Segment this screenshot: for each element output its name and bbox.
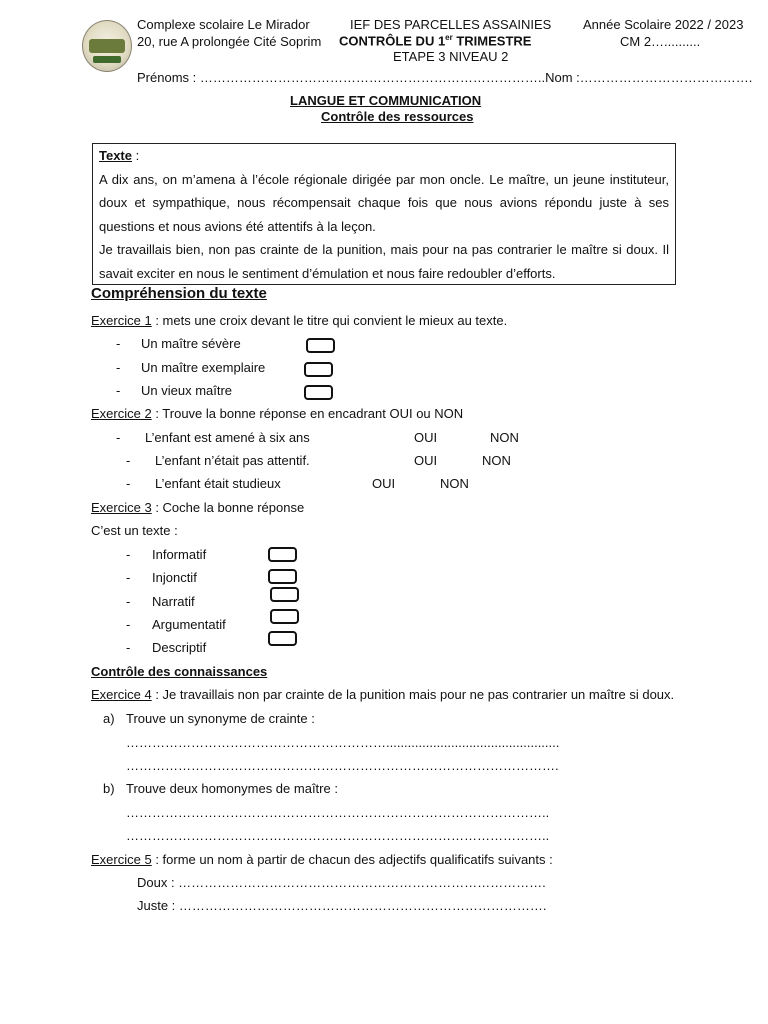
ex4-b-marker: b) xyxy=(103,781,115,796)
ex3-dash-1: - xyxy=(126,547,131,562)
comprehension-title: Compréhension du texte xyxy=(91,285,267,302)
control-title xyxy=(339,33,531,48)
exercise-1-heading xyxy=(91,313,507,328)
ex3-option-3: Narratif xyxy=(152,594,195,609)
names-line[interactable]: Prénoms : ……………………………………………………………………..Nom :…………………………………. xyxy=(137,70,753,85)
ex3-dash-5: - xyxy=(126,640,131,655)
ex5-juste-line[interactable]: Juste : …………………………………………………………………………. xyxy=(137,898,547,913)
ex1-option-1: Un maître sévère xyxy=(141,336,241,351)
ex1-dash-1: - xyxy=(116,336,121,351)
class-label: CM 2….......... xyxy=(620,34,701,49)
exercise-5-heading xyxy=(91,852,553,867)
ex3-option-5: Descriptif xyxy=(152,640,207,655)
ex4-b-answer-line-2[interactable]: …………………………………………………………………………………….. xyxy=(126,828,550,843)
exercise-2-instruction: : Trouve la bonne réponse en encadrant OUI ou NON xyxy=(151,406,464,421)
exercise-4-instruction: : Je travaillais non par crainte de la punition mais pour ne pas contrarier un maître si doux. xyxy=(151,687,675,702)
ex1-option-2: Un maître exemplaire xyxy=(141,360,266,375)
ex1-checkbox-3[interactable] xyxy=(304,385,333,400)
subject-subtitle: Contrôle des ressources xyxy=(321,109,474,124)
exercise-5-label: Exercice 5 xyxy=(91,852,152,867)
ex3-option-1: Informatif xyxy=(152,547,207,562)
school-logo xyxy=(82,20,132,72)
ex2-oui-3[interactable]: OUI xyxy=(372,476,396,491)
ex3-checkbox-3[interactable] xyxy=(270,587,299,602)
exercise-1-label: Exercice 1 xyxy=(91,313,152,328)
school-name: Complexe scolaire Le Mirador xyxy=(137,17,310,32)
ief-name: IEF DES PARCELLES ASSAINIES xyxy=(350,17,552,32)
exercise-4-label: Exercice 4 xyxy=(91,687,152,702)
exercise-5-instruction: : forme un nom à partir de chacun des adjectifs qualificatifs suivants : xyxy=(151,852,553,867)
ex2-dash-1: - xyxy=(116,430,121,445)
exercise-3-label: Exercice 3 xyxy=(91,500,152,515)
ex2-dash-2: - xyxy=(126,453,131,468)
logo-base xyxy=(93,56,121,63)
exercise-2-heading xyxy=(91,406,463,421)
ex2-oui-1[interactable]: OUI xyxy=(414,430,438,445)
ex3-lead: C’est un texte : xyxy=(91,523,178,538)
ex5-doux-line[interactable]: Doux : …………………………………………………………………………. xyxy=(137,875,546,890)
control-title-sup: er xyxy=(445,33,453,42)
ex3-dash-3: - xyxy=(126,594,131,609)
exercise-1-instruction: : mets une croix devant le titre qui convient le mieux au texte. xyxy=(151,313,508,328)
ex1-dash-2: - xyxy=(116,360,121,375)
control-title-post: TRIMESTRE xyxy=(452,33,532,49)
ex3-checkbox-5[interactable] xyxy=(268,631,297,646)
exercise-3-heading xyxy=(91,500,304,515)
ex2-oui-2[interactable]: OUI xyxy=(414,453,438,468)
subject-title: LANGUE ET COMMUNICATION xyxy=(290,93,482,108)
ex1-option-3: Un vieux maître xyxy=(141,383,233,398)
ex2-statement-1: L’enfant est amené à six ans xyxy=(145,430,310,445)
ex4-a-answer-line-2[interactable]: ………………………………………………………………………………………. xyxy=(126,758,559,773)
ex3-checkbox-1[interactable] xyxy=(268,547,297,562)
text-paragraph-2: Je travaillais bien, non pas crainte de la punition, mais pour na pas contrarier le maître si doux. Il savait exciter en nous le sentiment d’émulation et nous faire redoubler d’efforts. xyxy=(99,242,669,281)
ex3-dash-2: - xyxy=(126,570,131,585)
exercise-4-heading xyxy=(91,687,674,702)
knowledge-title: Contrôle des connaissances xyxy=(91,664,268,679)
ex2-dash-3: - xyxy=(126,476,131,491)
ex1-checkbox-1[interactable] xyxy=(306,338,335,353)
ex4-a-text: Trouve un synonyme de crainte : xyxy=(126,711,315,726)
school-address: 20, rue A prolongée Cité Soprim xyxy=(137,34,322,49)
ex1-checkbox-2[interactable] xyxy=(304,362,333,377)
logo-band xyxy=(89,39,125,53)
text-paragraph-1: A dix ans, on m’amena à l’école régionale dirigée par mon oncle. Le maître, un jeune instituteur, doux et sympathique, nous récompensait chaque fois que nous avions répondu juste à ses questions et nous avions été attentifs à la leçon. xyxy=(99,171,669,234)
ex2-non-2[interactable]: NON xyxy=(482,453,511,468)
school-year: Année Scolaire 2022 / 2023 xyxy=(583,17,744,32)
ex4-a-answer-line-1[interactable]: ……………………………………………………................................................ xyxy=(126,735,560,750)
ex2-non-1[interactable]: NON xyxy=(490,430,519,445)
reading-text-box xyxy=(92,143,676,285)
text-label: Texte xyxy=(99,148,132,163)
ex3-dash-4: - xyxy=(126,617,131,632)
ex3-option-2: Injonctif xyxy=(152,570,197,585)
ex3-checkbox-4[interactable] xyxy=(270,609,299,624)
text-label-colon: : xyxy=(132,148,140,163)
ex3-option-4: Argumentatif xyxy=(152,617,226,632)
ex3-checkbox-2[interactable] xyxy=(268,569,297,584)
exercise-3-instruction: : Coche la bonne réponse xyxy=(151,500,305,515)
exercise-2-label: Exercice 2 xyxy=(91,406,152,421)
ex4-a-marker: a) xyxy=(103,711,115,726)
text-label-line xyxy=(99,144,669,168)
stage-level: ETAPE 3 NIVEAU 2 xyxy=(393,49,509,64)
ex2-non-3[interactable]: NON xyxy=(440,476,469,491)
ex4-b-answer-line-1[interactable]: …………………………………………………………………………………….. xyxy=(126,805,550,820)
control-title-pre: CONTRÔLE DU 1 xyxy=(339,33,446,49)
ex1-dash-3: - xyxy=(116,383,121,398)
ex4-b-text: Trouve deux homonymes de maître : xyxy=(126,781,338,796)
ex2-statement-3: L’enfant était studieux xyxy=(155,476,281,491)
ex2-statement-2: L’enfant n’était pas attentif. xyxy=(155,453,310,468)
